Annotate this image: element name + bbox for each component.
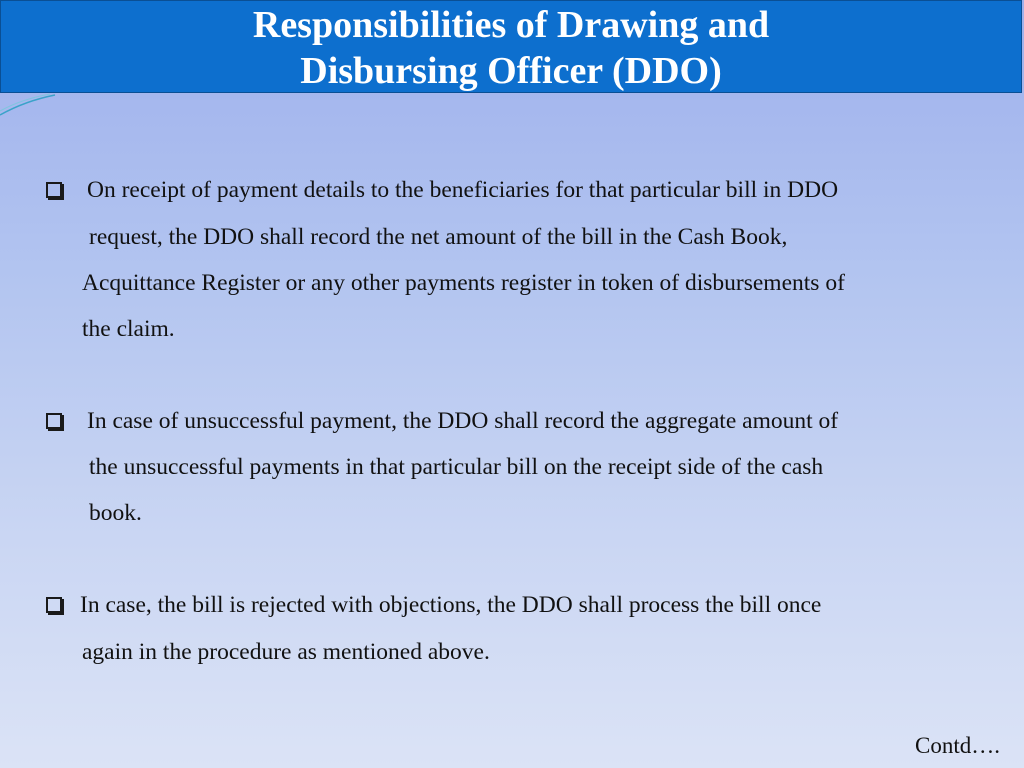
bullet-2-line-3: book.	[89, 500, 142, 526]
checkbox-bullet-icon	[46, 597, 62, 613]
checkbox-bullet-icon	[46, 413, 62, 429]
checkbox-bullet-icon	[46, 182, 62, 198]
bullet-3-line-2: again in the procedure as mentioned above.	[82, 639, 490, 665]
bullet-2-line-1: In case of unsuccessful payment, the DDO shall record the aggregate amount of	[87, 408, 839, 434]
bullet-1-line-4: the claim.	[82, 316, 175, 342]
decorative-swoosh	[0, 93, 60, 117]
bullet-3-line-1: In case, the bill is rejected with objections, the DDO shall process the bill once	[80, 592, 822, 618]
slide-title-line-1: Responsibilities of Drawing and	[252, 4, 770, 46]
bullet-1-line-3: Acquittance Register or any other payments register in token of disbursements of	[82, 270, 845, 296]
slide-title-line-2: Disbursing Officer (DDO)	[300, 50, 722, 92]
bullet-1-line-1: On receipt of payment details to the beneficiaries for that particular bill in DDO	[87, 177, 839, 203]
bullet-1-line-2: request, the DDO shall record the net amount of the bill in the Cash Book,	[89, 224, 788, 250]
bullet-2-line-2: the unsuccessful payments in that particular bill on the receipt side of the cash	[89, 454, 824, 480]
slide-title	[0, 0, 1022, 93]
continued-label: Contd….	[915, 733, 1000, 758]
